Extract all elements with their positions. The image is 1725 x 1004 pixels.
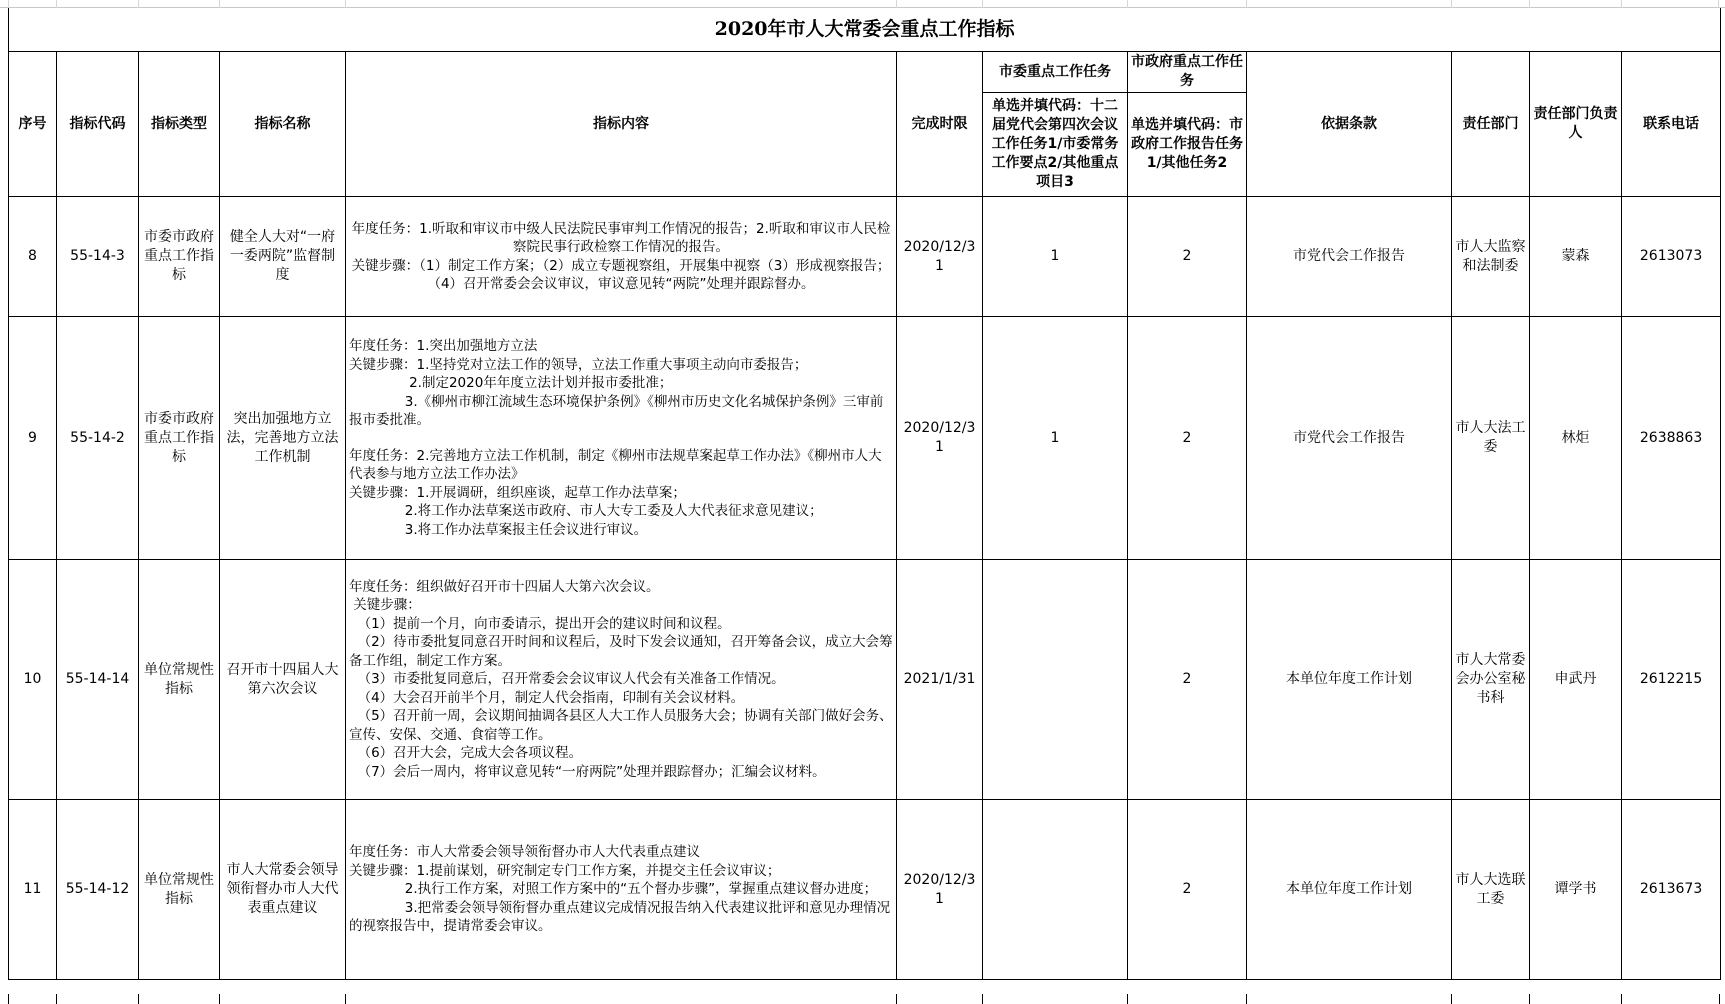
header-seq: 序号 — [9, 52, 57, 197]
header-gov-task-group: 市政府重点工作任务 — [1128, 52, 1247, 93]
cell-code: 55-14-12 — [57, 800, 139, 980]
content-line: 关键步骤：1.提前谋划，研究制定专门工作方案，并提交主任会议审议； — [349, 862, 781, 879]
cell-name: 健全人大对“一府一委两院”监督制度 — [220, 197, 346, 317]
content-line: 关键步骤： — [349, 597, 421, 614]
header-leader: 责任部门负责人 — [1530, 52, 1622, 197]
cell-name: 市人大常委会领导领衔督办市人大代表重点建议 — [220, 800, 346, 980]
cell-content — [346, 560, 897, 800]
cell-name: 召开市十四届人大第六次会议 — [220, 560, 346, 800]
cell-gov-task: 2 — [1128, 317, 1247, 560]
cell-leader: 谭学书 — [1530, 800, 1622, 980]
table-row — [9, 800, 1721, 980]
content-line: （5）召开前一周，会议期间抽调各县区人大工作人员服务大会；协调有关部门做好会务、宣传、安保、交通、食宿等工作。 — [349, 708, 893, 743]
content-line: （3）市委批复同意后，召开常委会会议审议人代会有关准备工作情况。 — [349, 671, 785, 688]
header-party-task-note: 单选并填代码：十二届党代会第四次会议工作任务1/市委常务工作要点2/其他重点项目3 — [983, 93, 1128, 197]
content-line: 年度任务：组织做好召开市十四届人大第六次会议。 — [349, 578, 660, 595]
content-line: 2.制定2020年年度立法计划并报市委批准； — [349, 375, 673, 391]
table-row — [9, 317, 1721, 560]
cell-basis: 市党代会工作报告 — [1247, 197, 1452, 317]
cell-phone: 2638863 — [1622, 317, 1721, 560]
table-row — [9, 197, 1721, 317]
cell-type: 单位常规性指标 — [139, 800, 220, 980]
header-name: 指标名称 — [220, 52, 346, 197]
next-row-edge — [8, 994, 1720, 1004]
cell-type: 单位常规性指标 — [139, 560, 220, 800]
cell-phone: 2612215 — [1622, 560, 1721, 800]
cell-dept: 市人大常委会办公室秘书科 — [1452, 560, 1530, 800]
cell-party-task: 1 — [983, 197, 1128, 317]
cell-basis: 本单位年度工作计划 — [1247, 560, 1452, 800]
cell-type: 市委市政府重点工作指标 — [139, 317, 220, 560]
cell-party-task: 1 — [983, 317, 1128, 560]
header-type: 指标类型 — [139, 52, 220, 197]
table-row — [9, 560, 1721, 800]
content-line: 年度任务：1.突出加强地方立法 — [349, 338, 538, 354]
cell-deadline: 2021/1/31 — [897, 560, 983, 800]
header-basis: 依据条款 — [1247, 52, 1452, 197]
header-row-1 — [9, 52, 1721, 93]
cell-gov-task: 2 — [1128, 800, 1247, 980]
cell-content — [346, 197, 897, 317]
content-line: （1）提前一个月，向市委请示，提出开会的建议时间和议程。 — [349, 615, 731, 632]
cell-code: 55-14-3 — [57, 197, 139, 317]
cell-leader: 林炬 — [1530, 317, 1622, 560]
cell-basis: 市党代会工作报告 — [1247, 317, 1452, 560]
content-line: 关键步骤：1.坚持党对立法工作的领导，立法工作重大事项主动向市委报告； — [349, 356, 808, 373]
cell-seq: 10 — [9, 560, 57, 800]
cell-content — [346, 317, 897, 560]
cell-phone: 2613073 — [1622, 197, 1721, 317]
cell-dept: 市人大法工委 — [1452, 317, 1530, 560]
title-row — [9, 8, 1721, 52]
cell-seq: 11 — [9, 800, 57, 980]
header-phone: 联系电话 — [1622, 52, 1721, 197]
content-line: 2.执行工作方案，对照工作方案中的“五个督办步骤”，掌握重点建议督办进度； — [349, 881, 878, 898]
content-line: 年度任务：2.完善地方立法工作机制，制定《柳州市法规草案起草工作办法》《柳州市人大代表参与地方立法工作办法》 — [349, 447, 882, 482]
content-line: 年度任务：市人大常委会领导领衔督办市人大代表重点建议 — [349, 844, 700, 861]
cell-deadline: 2020/12/31 — [897, 800, 983, 980]
cell-dept: 市人大选联工委 — [1452, 800, 1530, 980]
content-line: 2.将工作办法草案送市政府、市人大专工委及人大代表征求意见建议； — [349, 503, 823, 519]
cell-seq: 8 — [9, 197, 57, 317]
cell-leader: 蒙森 — [1530, 197, 1622, 317]
cell-content — [346, 800, 897, 980]
cell-phone: 2613673 — [1622, 800, 1721, 980]
header-party-task-group: 市委重点工作任务 — [983, 52, 1128, 93]
content-line: （4）大会召开前半个月，制定人代会指南，印制有关会议材料。 — [349, 689, 745, 706]
cell-code: 55-14-14 — [57, 560, 139, 800]
header-gov-task-note: 单选并填代码：市政府工作报告任务1/其他任务2 — [1128, 93, 1247, 197]
header-content: 指标内容 — [346, 52, 897, 197]
header-deadline: 完成时限 — [897, 52, 983, 197]
cell-gov-task: 2 — [1128, 197, 1247, 317]
cell-code: 55-14-2 — [57, 317, 139, 560]
sheet-top-strip — [0, 0, 1725, 8]
header-code: 指标代码 — [57, 52, 139, 197]
cell-gov-task: 2 — [1128, 560, 1247, 800]
content-line: 3.《柳州市柳江流域生态环境保护条例》《柳州市历史文化名城保护条例》三审前报市委批准。 — [349, 393, 884, 428]
cell-type: 市委市政府重点工作指标 — [139, 197, 220, 317]
cell-dept: 市人大监察和法制委 — [1452, 197, 1530, 317]
key-indicators-table — [8, 8, 1721, 980]
content-line: 3.将工作办法草案报主任会议进行审议。 — [349, 521, 648, 538]
content-line: （2）待市委批复同意召开时间和议程后，及时下发会议通知，召开筹备会议，成立大会筹备工作组，制定工作方案。 — [349, 634, 893, 669]
cell-party-task — [983, 560, 1128, 800]
table-title: 2020年市人大常委会重点工作指标 — [9, 8, 1721, 52]
content-line: 年度任务：1.听取和审议市中级人民法院民事审判工作情况的报告；2.听取和审议市人民检察院民事行政检察工作情况的报告。 — [351, 220, 891, 255]
cell-name: 突出加强地方立法，完善地方立法工作机制 — [220, 317, 346, 560]
content-gap — [349, 430, 893, 447]
content-line: 关键步骤：（1）制定工作方案；（2）成立专题视察组，开展集中视察（3）形成视察报告；（4）召开常委会会议审议，审议意见转“两院”处理并跟踪督办。 — [351, 257, 891, 292]
cell-basis: 本单位年度工作计划 — [1247, 800, 1452, 980]
content-line: （6）召开大会，完成大会各项议程。 — [349, 745, 583, 762]
header-dept: 责任部门 — [1452, 52, 1530, 197]
cell-seq: 9 — [9, 317, 57, 560]
content-line: 3.把常委会领导领衔督办重点建议完成情况报告纳入代表建议批评和意见办理情况的视察报告中，提请常委会审议。 — [349, 899, 891, 935]
cell-deadline: 2020/12/31 — [897, 317, 983, 560]
cell-party-task — [983, 800, 1128, 980]
cell-deadline: 2020/12/31 — [897, 197, 983, 317]
content-line: （7）会后一周内，将审议意见转“一府两院”处理并跟踪督办；汇编会议材料。 — [349, 763, 826, 780]
content-line: 关键步骤：1.开展调研，组织座谈，起草工作办法草案； — [349, 484, 686, 501]
cell-leader: 申武丹 — [1530, 560, 1622, 800]
